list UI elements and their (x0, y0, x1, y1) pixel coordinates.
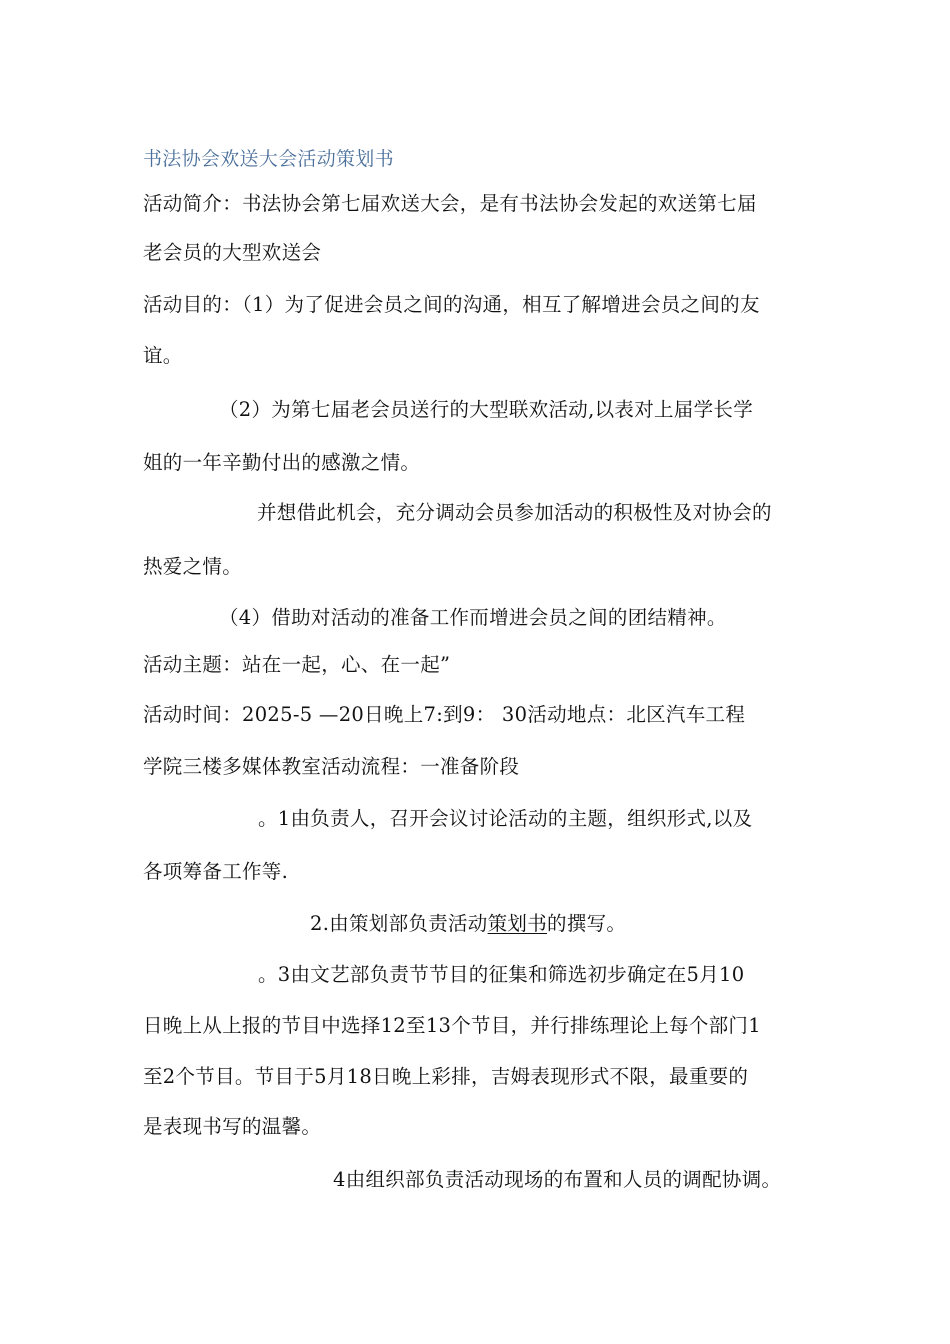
paragraph-line: 4由组织部负责活动现场的布置和人员的调配协调。 (333, 1168, 782, 1191)
paragraph-line: 姐的一年辛勤付出的感激之情。 (143, 451, 421, 474)
line-text: 2.由策划部负责活动 (310, 912, 488, 935)
paragraph-line: 并想借此机会，充分调动会员参加活动的积极性及对协会的 (257, 501, 772, 524)
paragraph-line: 活动时间：2025-5 —20日晚上7:到9： 30活动地点：北区汽车工程 (143, 703, 746, 726)
paragraph-line: 是表现书写的温馨。 (143, 1115, 322, 1138)
paragraph-line: 老会员的大型欢送会 (143, 241, 322, 264)
paragraph-line (310, 911, 626, 937)
paragraph-line: （2）为第七届老会员送行的大型联欢活动,以表对上届学长学 (219, 398, 754, 421)
paragraph-line: 活动主题：站在一起，心、在一起” (143, 653, 451, 676)
plan-book-link[interactable]: 策划书 (487, 912, 548, 935)
paragraph-line: 各项筹备工作等. (143, 860, 289, 883)
paragraph-line: 谊。 (143, 344, 183, 367)
paragraph-line: 。1由负责人，召开会议讨论活动的主题，组织形式,以及 (258, 807, 753, 830)
line-text: 的撰写。 (547, 912, 627, 935)
paragraph-line: 活动目的：（1）为了促进会员之间的沟通，相互了解增进会员之间的友 (143, 293, 760, 316)
document-title: 书法协会欢送大会活动策划书 (143, 148, 394, 170)
paragraph-line: 热爱之情。 (143, 555, 243, 578)
paragraph-line: 至2个节目。节目于5月18日晚上彩排，吉姆表现形式不限，最重要的 (143, 1065, 749, 1088)
paragraph-line: 学院三楼多媒体教室活动流程：一准备阶段 (143, 755, 520, 778)
paragraph-line: （4）借助对活动的准备工作而增进会员之间的团结精神。 (219, 606, 727, 629)
paragraph-line: 活动简介：书法协会第七届欢送大会，是有书法协会发起的欢送第七届 (143, 192, 757, 215)
paragraph-line: 。3由文艺部负责节节目的征集和筛选初步确定在5月10 (258, 963, 745, 986)
paragraph-line: 日晚上从上报的节目中选择12至13个节目，并行排练理论上每个部门1 (143, 1014, 761, 1037)
